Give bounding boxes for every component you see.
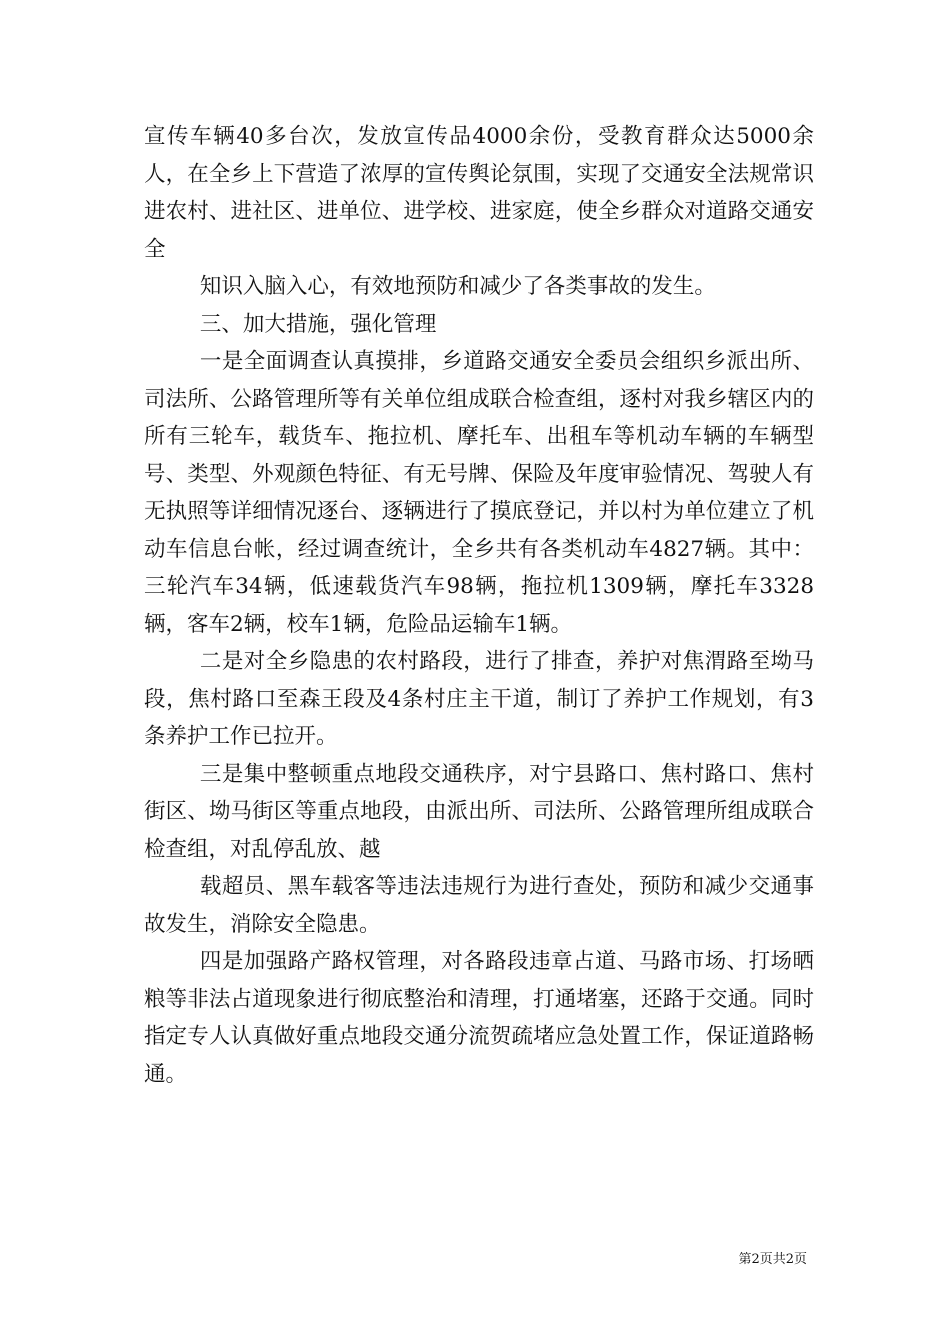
page-number-footer: 第2页共2页: [738, 1252, 807, 1267]
document-body: [144, 118, 814, 1093]
body-paragraph-6: 三是集中整顿重点地段交通秩序，对宁县路口、焦村路口、焦村街区、坳马街区等重点地段，由派出所、司法所、公路管理所组成联合检查组，对乱停乱放、越: [144, 761, 814, 862]
section-heading: 三、加大措施，强化管理: [199, 311, 437, 337]
body-paragraph-2: 知识入脑入心，有效地预防和减少了各类事故的发生。: [199, 274, 716, 299]
body-paragraph-4: 一是全面调查认真摸排，乡道路交通安全委员会组织乡派出所、司法所、公路管理所等有关单位组成联合检查组，逐村对我乡辖区内的所有三轮车，载货车、拖拉机、摩托车、出租车等机动车辆的车辆型号、类型、外观颜色特征、有无号牌、保险及年度审验情况、驾驶人有无执照等详细情况逐台、逐辆进行了摸底登记，并以村为单位建立了机动车信息台帐，经过调查统计，全乡共有各类机动车4827辆。其中：三轮汽车34辆，低速载货汽车98辆，拖拉机1309辆，摩托车3328辆，客车2辆，校车1辆，危险品运输车1辆。: [144, 349, 814, 637]
body-paragraph-8: 四是加强路产路权管理，对各路段违章占道、马路市场、打场晒粮等非法占道现象进行彻底整治和清理，打通堵塞，还路于交通。同时指定专人认真做好重点地段交通分流贺疏堵应急处置工作，保证道路畅通。: [144, 949, 814, 1087]
body-paragraph-5: 二是对全乡隐患的农村路段，进行了排查，养护对焦渭路至坳马段，焦村路口至森王段及4条村庄主干道，制订了养护工作规划，有3条养护工作已拉开。: [144, 649, 814, 749]
body-paragraph-1: 宣传车辆40多台次，发放宣传品4000余份，受教育群众达5000余人，在全乡上下营造了浓厚的宣传舆论氛围，实现了交通安全法规常识进农村、进社区、进单位、进学校、进家庭，使全乡群众对道路交通安全: [144, 124, 814, 262]
body-paragraph-7: 载超员、黑车载客等违法违规行为进行查处，预防和减少交通事故发生，消除安全隐患。: [144, 874, 814, 937]
